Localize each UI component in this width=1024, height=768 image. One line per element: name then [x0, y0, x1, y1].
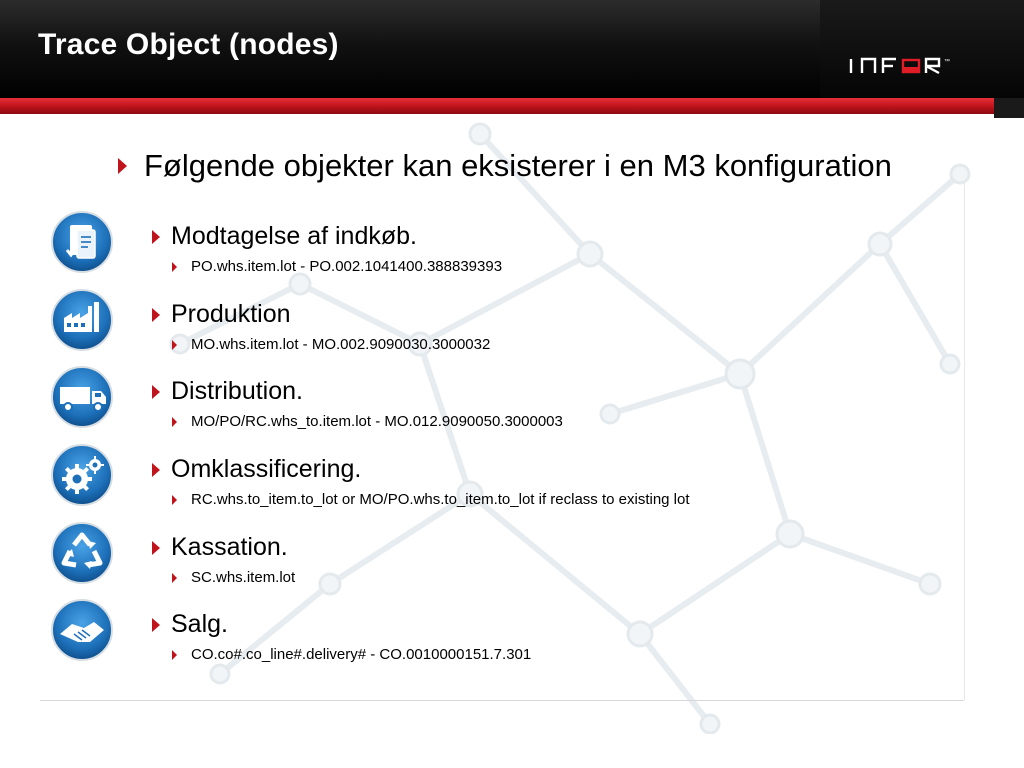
sub-bullet-arrow-icon	[172, 417, 177, 427]
item-detail	[172, 336, 490, 353]
recycle-icon	[50, 521, 114, 585]
truck-icon	[50, 365, 114, 429]
item-detail	[172, 569, 295, 586]
item-label: Produktion	[171, 300, 291, 328]
item-detail	[172, 491, 690, 508]
sub-bullet-arrow-icon	[172, 573, 177, 583]
item-detail-text: MO.whs.item.lot - MO.002.9090030.3000032	[191, 336, 491, 353]
infor-logo	[848, 52, 958, 80]
sub-bullet-arrow-icon	[172, 340, 177, 350]
main-bullet-text: Følgende objekter kan eksisterer i en M3 konfiguration	[144, 148, 892, 183]
item-heading	[152, 300, 291, 329]
item-label: Salg.	[171, 610, 228, 638]
item-label: Modtagelse af indkøb.	[171, 222, 417, 250]
bullet-arrow-icon	[152, 618, 160, 632]
item-detail	[172, 646, 531, 663]
item-detail-text: SC.whs.item.lot	[191, 569, 296, 586]
item-label: Kassation.	[171, 533, 288, 561]
item-detail-text: PO.whs.item.lot - PO.002.1041400.388839393	[191, 258, 503, 275]
item-detail-text: RC.whs.to_item.to_lot or MO/PO.whs.to_item.to_lot if reclass to existing lot	[191, 491, 690, 508]
bullet-arrow-icon	[152, 385, 160, 399]
gears-icon	[50, 443, 114, 507]
content-right-rule	[964, 180, 965, 700]
document-check-icon	[50, 210, 114, 274]
handshake-icon	[50, 598, 114, 662]
item-detail	[172, 413, 563, 430]
sub-bullet-arrow-icon	[172, 262, 177, 272]
bullet-arrow-icon	[152, 308, 160, 322]
content-bottom-rule	[40, 700, 964, 701]
item-label: Omklassificering.	[171, 455, 362, 483]
item-heading	[152, 610, 228, 639]
item-detail-text: CO.co#.co_line#.delivery# - CO.0010000151.7.301	[191, 646, 532, 663]
bullet-arrow-icon	[118, 158, 127, 174]
sub-bullet-arrow-icon	[172, 495, 177, 505]
factory-icon	[50, 288, 114, 352]
item-heading	[152, 222, 417, 251]
item-heading	[152, 455, 361, 484]
item-label: Distribution.	[171, 377, 303, 405]
bullet-arrow-icon	[152, 541, 160, 555]
svg-text:™: ™	[944, 59, 950, 65]
item-heading	[152, 533, 288, 562]
bullet-arrow-icon	[152, 230, 160, 244]
header-notch	[820, 0, 1024, 98]
item-heading	[152, 377, 303, 406]
header-red-band	[0, 98, 1024, 114]
item-detail-text: MO/PO/RC.whs_to.item.lot - MO.012.9090050.3000003	[191, 413, 563, 430]
item-detail	[172, 258, 502, 275]
main-bullet	[118, 148, 892, 184]
sub-bullet-arrow-icon	[172, 650, 177, 660]
bullet-arrow-icon	[152, 463, 160, 477]
slide-title: Trace Object (nodes)	[38, 28, 339, 61]
